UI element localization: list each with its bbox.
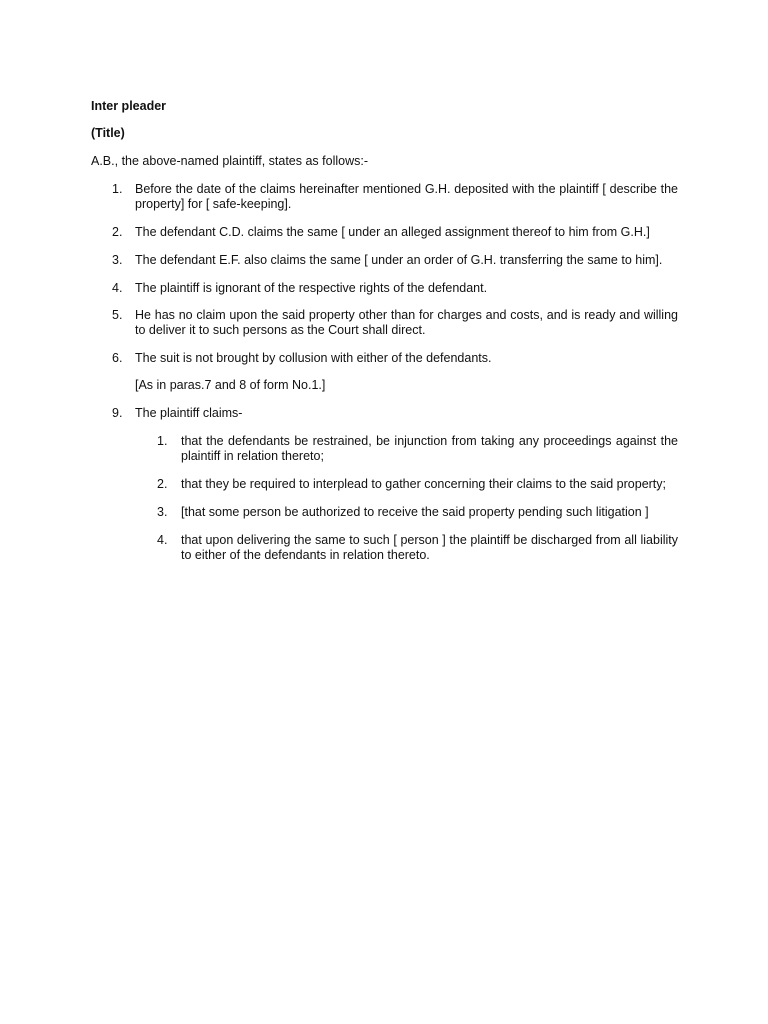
claim-number: 3. bbox=[157, 505, 168, 519]
list-item bbox=[112, 308, 678, 337]
claim-text: that the defendants be restrained, be injunction from taking any proceedings against the plaintiff in relation thereto; bbox=[181, 434, 678, 463]
claim-text: that upon delivering the same to such [ person ] the plaintiff be discharged from all liability to either of the defendants in relation thereto. bbox=[181, 533, 678, 562]
list-item bbox=[112, 182, 678, 211]
item-text: The plaintiff claims- bbox=[135, 406, 243, 420]
claim-text: [that some person be authorized to receive the said property pending such litigation ] bbox=[181, 505, 649, 519]
item-number: 2. bbox=[112, 225, 123, 239]
claim-item bbox=[157, 434, 678, 463]
item-text: The defendant E.F. also claims the same [ under an order of G.H. transferring the same to him]. bbox=[135, 253, 663, 267]
item-text: Before the date of the claims hereinafter mentioned G.H. deposited with the plaintiff [ describe the property] for [ safe-keeping]. bbox=[135, 182, 678, 211]
claim-item bbox=[157, 533, 678, 562]
item-number: 9. bbox=[112, 406, 123, 420]
claim-item bbox=[157, 505, 678, 520]
list-item bbox=[112, 351, 678, 366]
paragraph-note: [As in paras.7 and 8 of form No.1.] bbox=[135, 378, 326, 392]
document-title: (Title) bbox=[91, 126, 125, 140]
item-number: 5. bbox=[112, 308, 123, 322]
intro-text: A.B., the above-named plaintiff, states as follows:- bbox=[91, 154, 368, 168]
claim-number: 1. bbox=[157, 434, 168, 448]
list-item bbox=[112, 253, 678, 268]
item-text: He has no claim upon the said property other than for charges and costs, and is ready and willing to deliver it to such persons as the Court shall direct. bbox=[135, 308, 678, 337]
list-item bbox=[112, 225, 678, 240]
item-text: The suit is not brought by collusion with either of the defendants. bbox=[135, 351, 492, 365]
item-number: 6. bbox=[112, 351, 123, 365]
item-number: 1. bbox=[112, 182, 123, 196]
list-item bbox=[112, 281, 678, 296]
item-text: The plaintiff is ignorant of the respective rights of the defendant. bbox=[135, 281, 488, 295]
claim-number: 4. bbox=[157, 533, 168, 547]
claim-item bbox=[157, 477, 678, 492]
claim-number: 2. bbox=[157, 477, 168, 491]
list-item bbox=[112, 406, 678, 421]
item-text: The defendant C.D. claims the same [ under an alleged assignment thereof to him from G.H.] bbox=[135, 225, 650, 239]
item-number: 3. bbox=[112, 253, 123, 267]
document-heading: Inter pleader bbox=[91, 99, 167, 113]
item-number: 4. bbox=[112, 281, 123, 295]
claim-text: that they be required to interplead to gather concerning their claims to the said property; bbox=[181, 477, 667, 491]
